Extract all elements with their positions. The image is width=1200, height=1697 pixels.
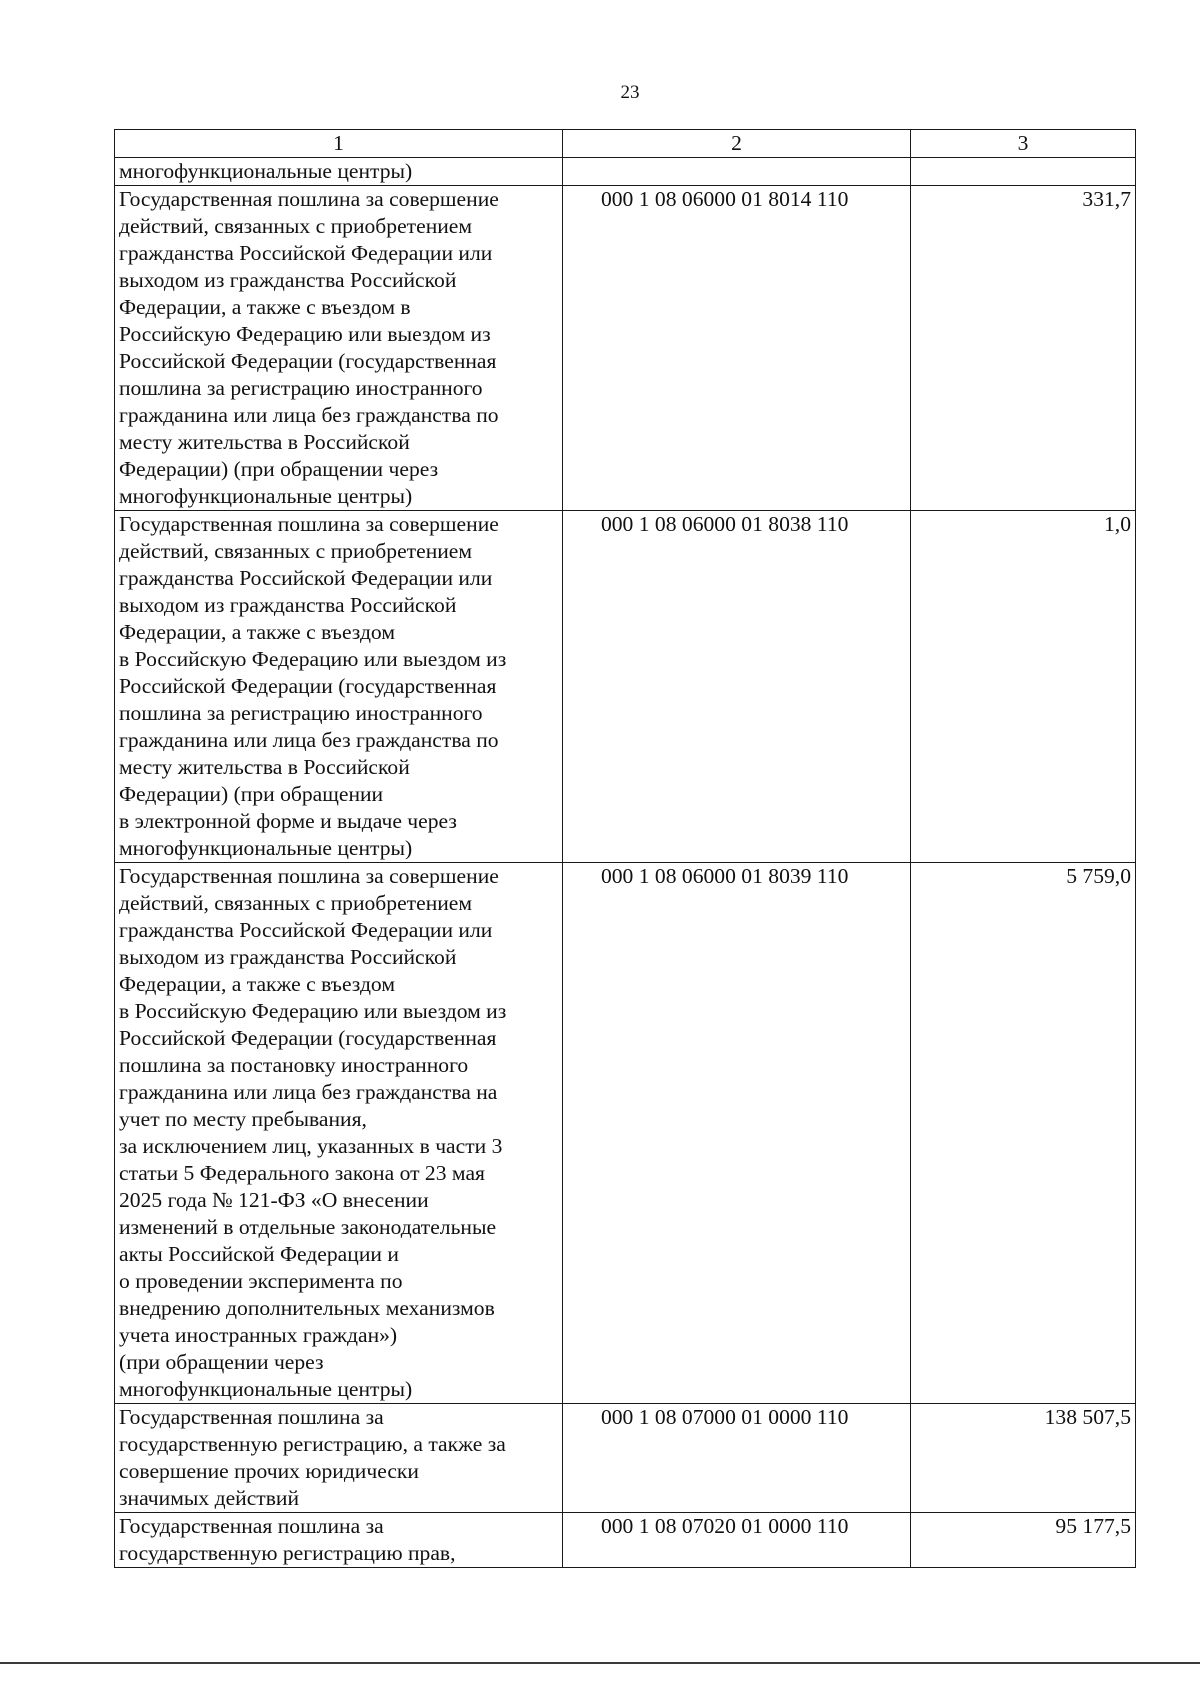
page-number: 23: [620, 82, 640, 103]
row-code-cell: [562, 158, 910, 186]
column-header-3: 3: [911, 130, 1136, 158]
bottom-rule: [0, 1662, 1200, 1664]
row-name-line: Федерации, а также с въездом: [119, 620, 395, 644]
row-name-line: действий, связанных с приобретением: [119, 539, 473, 563]
row-amount-cell: 1,0: [911, 511, 1136, 863]
row-name-line: Государственная пошлина за: [119, 1405, 384, 1429]
row-name-cell: [115, 863, 563, 1404]
row-name-line: пошлина за регистрацию иностранного: [119, 376, 483, 400]
row-name-line: Российской Федерации (государственная: [119, 674, 497, 698]
row-amount-cell: 138 507,5: [911, 1404, 1136, 1513]
row-name-cell: [115, 186, 563, 511]
row-name-line: Федерации) (при обращении через: [119, 457, 439, 481]
row-name-line: месту жительства в Российской: [119, 430, 410, 454]
row-name-line: Федерации, а также с въездом: [119, 972, 395, 996]
table-row: [115, 1404, 1136, 1513]
row-name-line: Государственная пошлина за: [119, 1514, 384, 1538]
row-name-line: (при обращении через: [119, 1350, 324, 1374]
row-name-line: совершение прочих юридически: [119, 1459, 419, 1483]
row-name-line: гражданства Российской Федерации или: [119, 241, 493, 265]
table-row: [115, 511, 1136, 863]
row-name-line: многофункциональные центры): [119, 159, 413, 183]
row-name-line: изменений в отдельные законодательные: [119, 1215, 497, 1239]
row-code-cell: 000 1 08 06000 01 8038 110: [562, 511, 910, 863]
row-name-line: гражданина или лица без гражданства на: [119, 1080, 498, 1104]
row-name-line: многофункциональные центры): [119, 484, 413, 508]
revenue-table: [114, 129, 1136, 1568]
row-name-line: Государственная пошлина за совершение: [119, 864, 499, 888]
row-code-cell: 000 1 08 06000 01 8039 110: [562, 863, 910, 1404]
row-name-line: гражданства Российской Федерации или: [119, 566, 493, 590]
row-name-line: в Российскую Федерацию или выездом из: [119, 647, 507, 671]
row-code-cell: 000 1 08 07000 01 0000 110: [562, 1404, 910, 1513]
row-code-cell: 000 1 08 07020 01 0000 110: [562, 1513, 910, 1568]
row-name-line: гражданства Российской Федерации или: [119, 918, 493, 942]
table-body: [115, 130, 1136, 1568]
row-name-line: внедрению дополнительных механизмов: [119, 1296, 495, 1320]
row-name-line: учет по месту пребывания,: [119, 1107, 367, 1131]
row-name-line: многофункциональные центры): [119, 836, 413, 860]
row-name-line: действий, связанных с приобретением: [119, 214, 473, 238]
row-name-line: о проведении эксперимента по: [119, 1269, 403, 1293]
row-name-line: гражданина или лица без гражданства по: [119, 728, 499, 752]
row-amount-cell: [911, 158, 1136, 186]
row-name-line: Государственная пошлина за совершение: [119, 187, 499, 211]
row-code-cell: 000 1 08 06000 01 8014 110: [562, 186, 910, 511]
row-name-line: учета иностранных граждан»): [119, 1323, 398, 1347]
row-name-line: выходом из гражданства Российской: [119, 268, 457, 292]
row-name-line: статьи 5 Федерального закона от 23 мая: [119, 1161, 485, 1185]
row-name-line: Государственная пошлина за совершение: [119, 512, 499, 536]
table-row: [115, 863, 1136, 1404]
row-name-line: выходом из гражданства Российской: [119, 593, 457, 617]
column-header-1: 1: [115, 130, 563, 158]
row-name-cell: [115, 1404, 563, 1513]
row-name-line: в Российскую Федерацию или выездом из: [119, 999, 507, 1023]
row-amount-cell: 5 759,0: [911, 863, 1136, 1404]
row-name-line: государственную регистрацию прав,: [119, 1541, 456, 1565]
table-row: [115, 158, 1136, 186]
table-row: [115, 1513, 1136, 1568]
row-name-line: выходом из гражданства Российской: [119, 945, 457, 969]
row-name-line: Федерации) (при обращении: [119, 782, 384, 806]
row-name-line: значимых действий: [119, 1486, 300, 1510]
row-name-line: пошлина за постановку иностранного: [119, 1053, 469, 1077]
row-amount-cell: 95 177,5: [911, 1513, 1136, 1568]
row-name-line: Федерации, а также с въездом в: [119, 295, 411, 319]
row-name-line: государственную регистрацию, а также за: [119, 1432, 506, 1456]
table-header-row: [115, 130, 1136, 158]
row-name-line: акты Российской Федерации и: [119, 1242, 399, 1266]
row-name-line: многофункциональные центры): [119, 1377, 413, 1401]
row-name-line: в электронной форме и выдаче через: [119, 809, 457, 833]
row-name-line: пошлина за регистрацию иностранного: [119, 701, 483, 725]
row-name-line: Российской Федерации (государственная: [119, 349, 497, 373]
table-row: [115, 186, 1136, 511]
row-name-cell: [115, 511, 563, 863]
row-name-line: 2025 года № 121-ФЗ «О внесении: [119, 1188, 429, 1212]
row-name-line: Российской Федерации (государственная: [119, 1026, 497, 1050]
row-name-line: гражданина или лица без гражданства по: [119, 403, 499, 427]
row-name-line: за исключением лиц, указанных в части 3: [119, 1134, 503, 1158]
row-name-cell: [115, 1513, 563, 1568]
row-amount-cell: 331,7: [911, 186, 1136, 511]
column-header-2: 2: [562, 130, 910, 158]
row-name-line: Российскую Федерацию или выездом из: [119, 322, 491, 346]
row-name-line: месту жительства в Российской: [119, 755, 410, 779]
row-name-line: действий, связанных с приобретением: [119, 891, 473, 915]
row-name-cell: [115, 158, 563, 186]
